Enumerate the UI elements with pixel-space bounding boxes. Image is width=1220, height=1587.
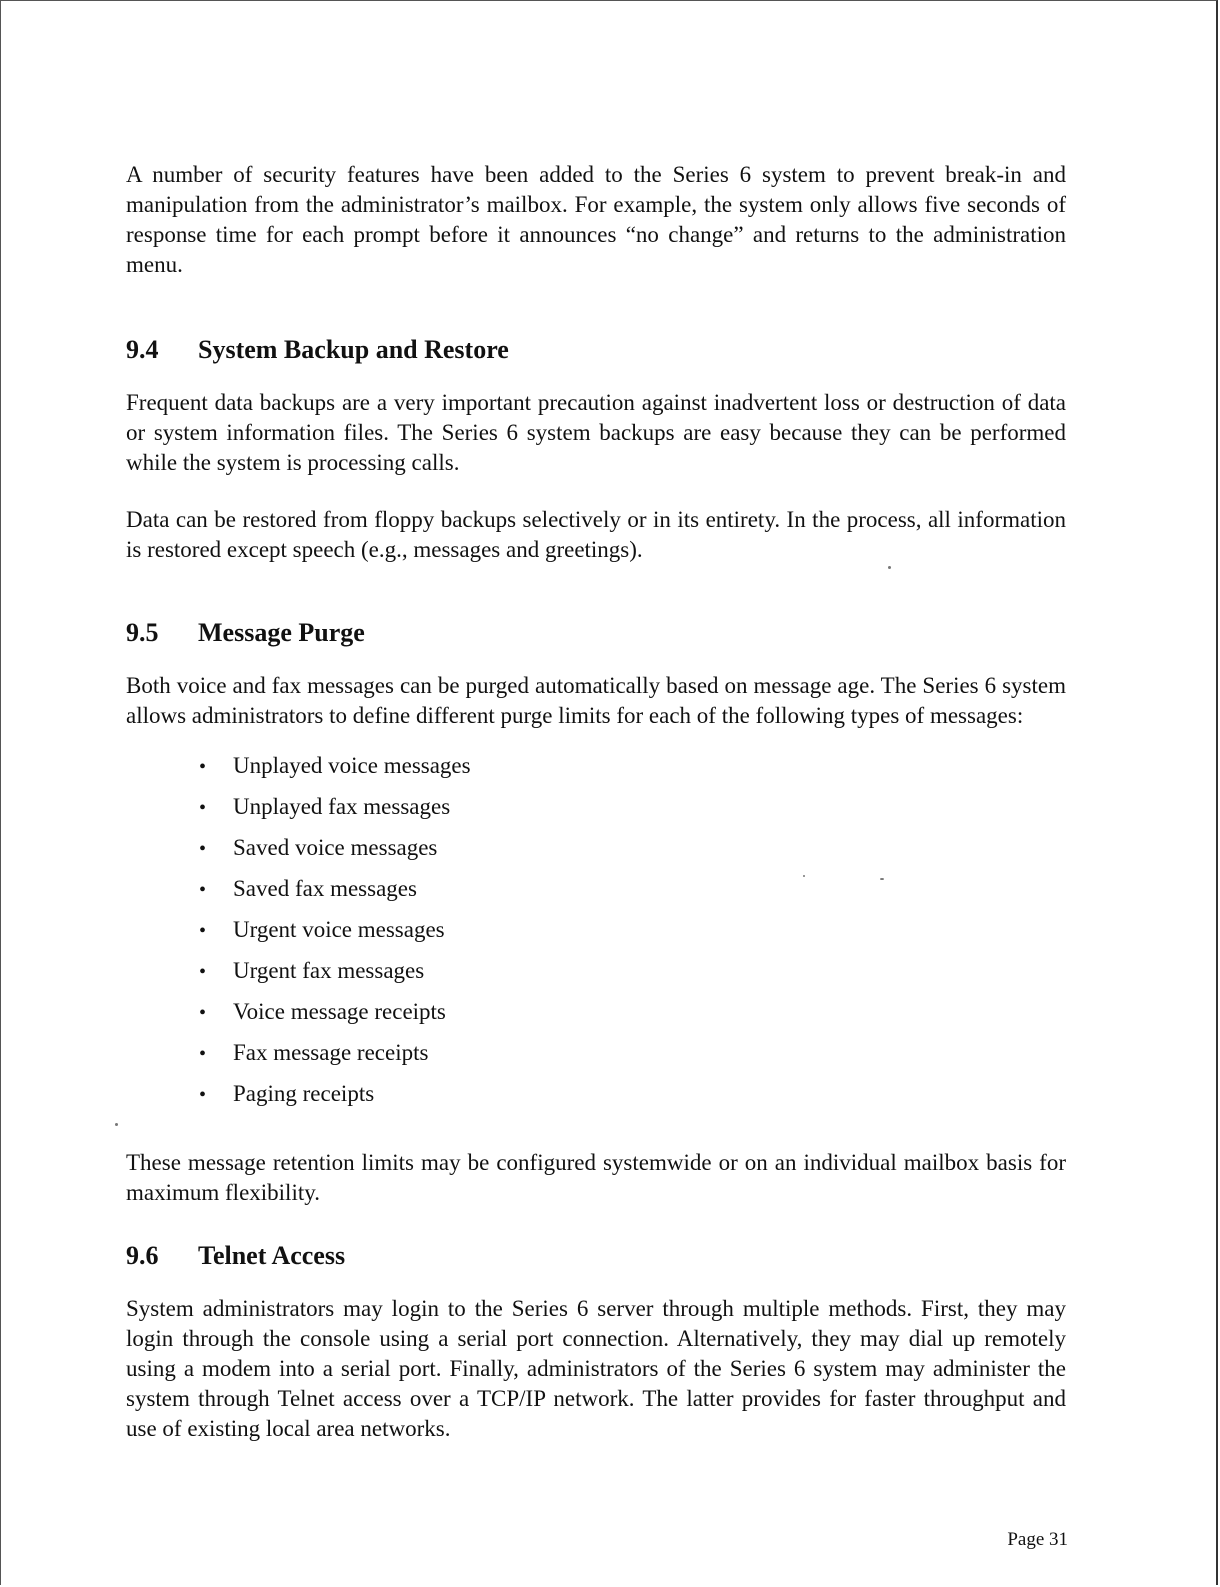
document-body — [126, 160, 1066, 1444]
list-item-text: Paging receipts — [233, 1081, 375, 1106]
list-item-text: Unplayed fax messages — [233, 794, 451, 819]
list-item — [199, 787, 1066, 828]
bullet-glyph: • — [199, 961, 207, 983]
list-item-text: Urgent voice messages — [233, 917, 445, 942]
list-item — [199, 746, 1066, 787]
list-item — [199, 1033, 1066, 1074]
list-item-text: Saved voice messages — [233, 835, 438, 860]
section-title: Telnet Access — [198, 1241, 346, 1270]
list-item — [199, 828, 1066, 869]
backup-paragraph-1: Frequent data backups are a very important precaution against inadvertent loss or destruction of data or system information files. The Series 6 system backups are easy because they can be performed while the system is processing calls. — [126, 390, 1066, 475]
section-title: Message Purge — [198, 618, 365, 647]
list-item — [199, 869, 1066, 910]
list-item-text: Urgent fax messages — [233, 958, 425, 983]
telnet-paragraph: System administrators may login to the Series 6 server through multiple methods. First, they may login through the console using a serial port connection. Alternatively, they may dial up remotely using a modem into a serial port. Finally, administrators of the Series 6 system may administer the system through Telnet access over a TCP/IP network. The latter provides for faster throughput and use of existing local area networks. — [126, 1296, 1066, 1441]
list-item-text: Fax message receipts — [233, 1040, 429, 1065]
section-heading-9-6 — [126, 1240, 1066, 1272]
bullet-glyph: • — [199, 756, 207, 778]
list-item — [199, 951, 1066, 992]
bullet-glyph: • — [199, 1084, 207, 1106]
section-heading-9-5 — [126, 617, 1066, 649]
bullet-glyph: • — [199, 879, 207, 901]
scan-speck — [115, 1123, 118, 1126]
page-number: Page 31 — [1007, 1529, 1068, 1550]
section-number: 9.4 — [126, 335, 159, 364]
list-item — [199, 992, 1066, 1033]
list-item — [199, 910, 1066, 951]
list-item-text: Voice message receipts — [233, 999, 446, 1024]
bullet-glyph: • — [199, 797, 207, 819]
section-heading-9-4 — [126, 334, 1066, 366]
purge-paragraph-2: These message retention limits may be configured systemwide or on an individual mailbox basis for maximum flexibility. — [126, 1150, 1066, 1205]
section-number: 9.5 — [126, 618, 159, 647]
section-title: System Backup and Restore — [198, 335, 509, 364]
list-item — [199, 1074, 1066, 1115]
bullet-glyph: • — [199, 1002, 207, 1024]
list-item-text: Saved fax messages — [233, 876, 417, 901]
intro-paragraph: A number of security features have been added to the Series 6 system to prevent break-in and manipulation from the administrator’s mailbox. For example, the system only allows five seconds of response time for each prompt before it announces “no change” and returns to the administration menu. — [126, 162, 1066, 277]
purge-message-type-list — [126, 746, 1066, 1115]
section-number: 9.6 — [126, 1241, 159, 1270]
bullet-glyph: • — [199, 920, 207, 942]
purge-paragraph-1: Both voice and fax messages can be purged automatically based on message age. The Series 6 system allows administrators to define different purge limits for each of the following types of messages: — [126, 673, 1066, 728]
bullet-glyph: • — [199, 838, 207, 860]
list-item-text: Unplayed voice messages — [233, 753, 471, 778]
backup-paragraph-2: Data can be restored from floppy backups selectively or in its entirety. In the process, all information is restored except speech (e.g., messages and greetings). — [126, 507, 1066, 562]
bullet-glyph: • — [199, 1043, 207, 1065]
